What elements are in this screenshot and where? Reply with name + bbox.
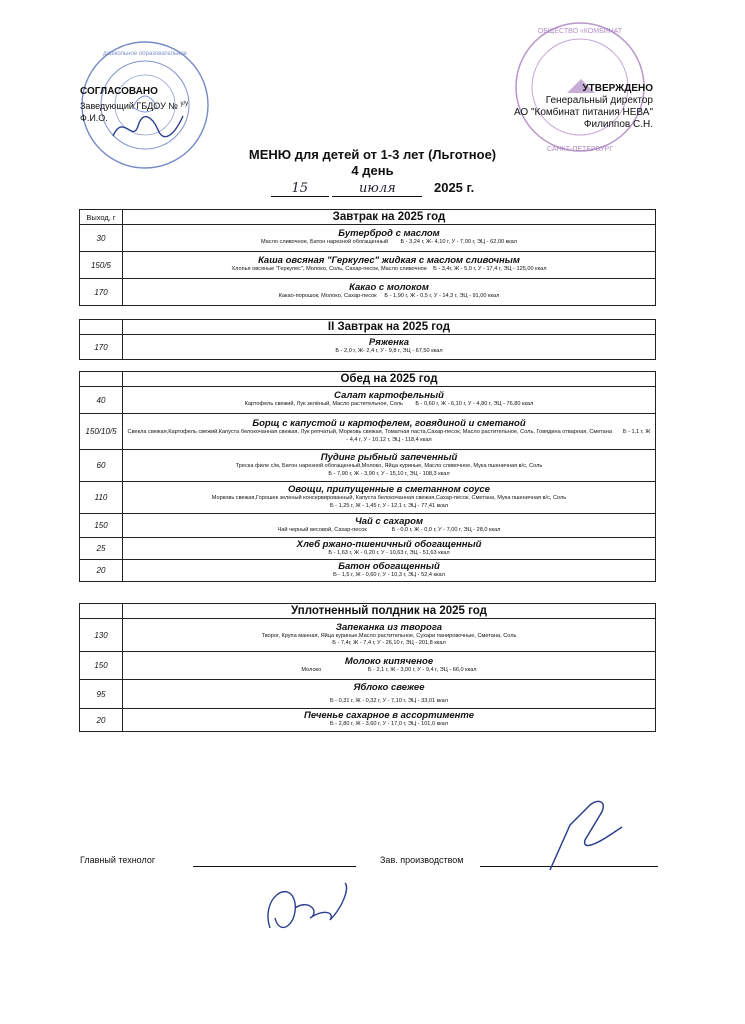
dish-name: Ряженка [368, 337, 410, 349]
table-row [80, 538, 656, 560]
table-row [80, 279, 656, 306]
item-output: 130 [80, 619, 123, 652]
table-row [80, 652, 656, 680]
approved-block [514, 83, 653, 131]
table-row [80, 225, 656, 252]
snack-table [79, 603, 656, 732]
date-day: 15 [271, 181, 329, 197]
dish-details: Творог, Крупа манная, Яйца куриные,Масло растительное, Сухари панировочные, Сметана, Соль Б - 7,4г, Ж - 7,4 г, У - 26,10 г, ЭЦ - 201,8 ккал [261, 632, 517, 646]
dish-details: Масло сливочное, Батон нарезной обогащенный Б - 3,24 г, Ж- 4,10 г, У - 7,00 г, ЭЦ - 62,00 ккал [260, 239, 518, 246]
dish-name: Салат картофельный [334, 390, 444, 402]
dish-details: Картофель свежий, Лук зелёный, Масло растительное, Соль Б - 0,60 г, Ж - 6,10 г, У - 4,80 г, ЭЦ - 76,80 ккал [244, 401, 534, 408]
column-header: Выход, г [80, 210, 123, 225]
breakfast-table [79, 209, 656, 306]
table-row [80, 619, 656, 652]
table-row [80, 450, 656, 482]
item-output: 150/5 [80, 252, 123, 279]
agreed-name: Ф.И.О. [80, 113, 108, 123]
item-output: 170 [80, 335, 123, 360]
dish-name: Яблоко свежее [353, 681, 425, 693]
dish-name: Печенье сахарное в ассортименте [303, 710, 475, 722]
dish-name: Пудинг рыбный запеченный [320, 452, 458, 464]
dish-details: Какао-порошок, Молоко, Сахар-песок Б - 1,90 г, Ж - 0,5 г, У - 14,3 г, ЭЦ - 91,00 ккал [278, 293, 500, 300]
item-output: 150 [80, 514, 123, 538]
table-row [80, 514, 656, 538]
item-output: 150 [80, 652, 123, 680]
item-output: 20 [80, 560, 123, 582]
dish-name: Каша овсяная "Геркулес" жидкая с маслом сливочным [258, 255, 520, 267]
table-row [80, 387, 656, 414]
dish-name: Бутерброд с маслом [338, 228, 440, 240]
item-output: 20 [80, 709, 123, 732]
document-title: МЕНЮ для детей от 1-3 лет (Льготное) [248, 147, 497, 162]
svg-text:дошкольное образовательное: дошкольное образовательное [103, 51, 187, 57]
table-row [80, 560, 656, 582]
approved-position: Генеральный директор [545, 95, 653, 106]
item-output: 30 [80, 225, 123, 252]
item-output: 110 [80, 482, 123, 514]
dish-name: Молоко кипяченое [344, 655, 434, 667]
section-title: Уплотненный полдник на 2025 год [123, 604, 656, 619]
table-row [80, 680, 656, 709]
dish-details: Треска филе с/м, Батон нарезной обогащенный,Молоко, Яйца куриные, Масло сливочное, Мука пшеничная в/с, Соль Б - 7,90 г, Ж - 3,90 г, У - 15,10 г, ЭЦ - 108,3 ккал [235, 463, 543, 477]
dish-details: Свекла свежая,Картофель свежий,Капуста белокочанная свежая, Лук репчатый, Морковь свежая, Томатная паста,Сахар-песок, Масло растительное, Соль, Говядина отварная, Сметана Б - 1,1 г, Ж - 4,4 г, У - 10,12 г, ЭЦ - 118,4 ккал [127, 429, 651, 443]
agreed-position: Заведующий ГБДОУ № $^{у/у}$ [80, 101, 189, 111]
item-output: 150/10/5 [80, 414, 123, 450]
table-row [80, 709, 656, 732]
section-title: II Завтрак на 2025 год [123, 320, 656, 335]
dish-name: Хлеб ржано-пшеничный обогащенный [296, 538, 482, 550]
approved-org: АО "Комбинат питания НЕВА" [513, 107, 653, 118]
document-title-block [0, 147, 745, 179]
agreed-block [80, 86, 188, 124]
approved-name: Филиппов С.Н. [583, 119, 653, 130]
dish-name: Овощи, припущенные в сметанном соусе [288, 484, 490, 496]
dish-details: Морковь свежая,Горошек зеленый консервированный, Капуста белокочанная свежая,Сахар-песок, Сметана, Мука пшеничная в/с, Соль Б - 1,25 г, Ж - 1,45 г, У - 12,1 г, ЭЦ - 77,41 ккал [211, 495, 567, 509]
svg-text:ОБЩЕСТВО «КОМБИНАТ: ОБЩЕСТВО «КОМБИНАТ [537, 28, 623, 35]
dish-details: Б - 1,63 г, Ж - 0,20 г, У - 10,63 г, ЭЦ - 51,63 ккал [328, 549, 450, 556]
date-month: июля [332, 181, 422, 197]
technologist-signature-line [193, 866, 356, 867]
dish-name: Запеканка из творога [335, 621, 443, 633]
dish-name: Борщ с капустой и картофелем, говядиной и сметаной [252, 418, 526, 430]
item-output: 60 [80, 450, 123, 482]
dish-name: Чай с сахаром [354, 515, 424, 527]
dish-details: Хлопья овсяные "Геркулес", Молоко, Соль, Сахар-песок, Масло сливочное Б - 3,4г, Ж - 5,0 г, У - 17,4 г, ЭЦ - 125,00 ккал [231, 266, 547, 273]
item-output: 40 [80, 387, 123, 414]
dish-details: Б - 2,80 г, Ж - 3,60 г, У - 17,0 г, ЭЦ - 101,0 ккал [329, 721, 449, 728]
dish-details: Б - 2,0 г, Ж- 2,4 г, У - 9,8 г, ЭЦ - 67,50 ккал [335, 348, 443, 355]
production-head-label: Зав. производством [380, 855, 464, 865]
document-date [0, 180, 745, 197]
dish-name: Какао с молоком [349, 282, 429, 294]
table-row [80, 414, 656, 450]
table-row [80, 335, 656, 360]
breakfast2-table [79, 319, 656, 360]
section-title: Обед на 2025 год [123, 372, 656, 387]
item-output: 25 [80, 538, 123, 560]
table-row [80, 482, 656, 514]
date-year: 2025 г. [433, 180, 475, 195]
svg-text:САНКТ-ПЕТЕРБУРГ: САНКТ-ПЕТЕРБУРГ [547, 146, 613, 153]
dish-name: Батон обогащенный [338, 560, 440, 572]
dish-details: Молоко Б - 2,1 г, Ж - 3,00 г, У - 9,4 г, ЭЦ - 66,0 ккал [301, 666, 477, 673]
item-output: 95 [80, 680, 123, 709]
section-title: Завтрак на 2025 год [123, 210, 656, 225]
lunch-table [79, 371, 656, 582]
dish-details: Чай черный весовой, Сахар-песок Б - 0,0 г, Ж - 0,0 г, У - 7,00 г, ЭЦ - 28,0 ккал [277, 526, 501, 533]
technologist-label: Главный технолог [80, 855, 156, 865]
document-day: 4 день [351, 163, 394, 178]
table-row [80, 252, 656, 279]
agreed-title: СОГЛАСОВАНО [80, 86, 158, 97]
technologist-signature [250, 868, 360, 948]
item-output: 170 [80, 279, 123, 306]
dish-details: Б - 0,31 г, Ж - 0,32 г, У - 7,10 г, ЭЦ - 33,01 ккал [329, 697, 449, 704]
dish-details: Б - 1,5 г, Ж - 0,60 г, У - 10,3 г, ЭЦ - 52,4 ккал [333, 571, 445, 578]
approved-title: УТВЕРЖДЕНО [582, 83, 653, 94]
production-head-signature [530, 795, 630, 875]
